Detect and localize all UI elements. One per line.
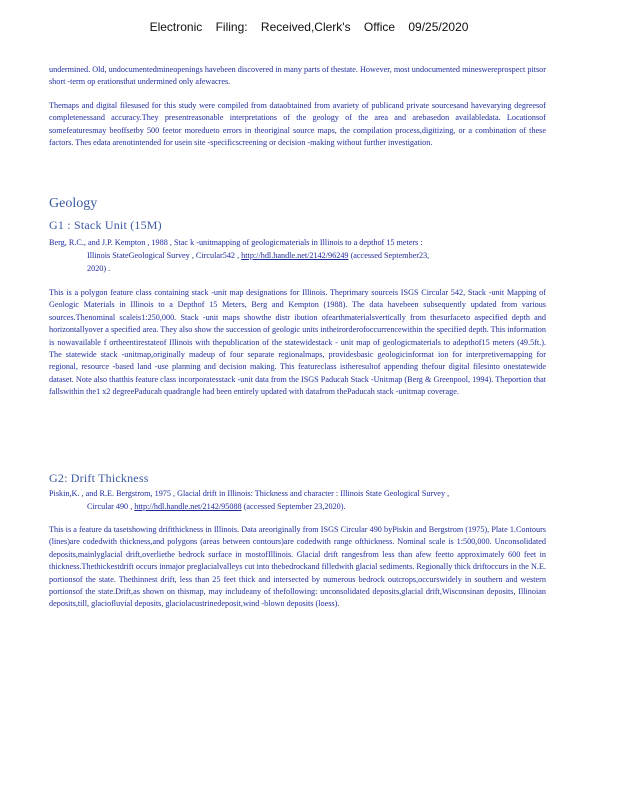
filing-header: Electronic Filing: Received,Clerk's Office 09/25/2020 xyxy=(149,20,469,34)
g2-citation xyxy=(49,487,569,513)
g2-citation-link[interactable]: http://hdl.handle.net/2142/95088 xyxy=(134,502,242,511)
g1-heading: G1 : Stack Unit (15M) xyxy=(49,218,162,232)
g1-body-paragraph: This is a polygon feature class containing stack -unit map designations for Illinois. Theprimary sourceis ISGS Circular 542, Stack -unit Mapping of Geologic Materials in Illinois to a Depthof 15 Meters, Berg and Kempton (1988). The data havebeen subsequently updated from various sources.Thenominal scaleis1:250,000. Stack -unit maps showthe distr ibution ofearthmaterialsvertically from thesurfaceto aspecified depth and horizontallyover a specified area. They also show the succession of geologic units intheirorderofoccurrencewithin the specified depth. This information is nowavailable f ortheentirestateof Illinois with thepublication of the statewidestack - unit map of geologicmaterials to adepthof15 meters (49.5ft.). The statewide stack -unitmap,originally madeup of four separate regionalmaps, providesbasic geologicinformat ion for interpretivemapping for regional, resource -based land -use planning and decision making. This featureclass istheresultof appending thefour digital filesinto onestatewide dataset. Note also thatthis feature class incorporatesstack -unit data from the ISGS Paducah Stack -Unitmap (Berg & Greenpool, 1994). Theportion that fallswithin the1 x2 degreePaducah quadrangle had been entirely updated with datafrom thePaducah stack -unitmap coverage. xyxy=(49,288,546,397)
geology-heading: Geology xyxy=(49,196,98,211)
g1-citation-accessed: (accessed September23, xyxy=(350,251,430,260)
g1-citation-line1: Berg, R.C., and J.P. Kempton , 1988 , Stac k -unitmapping of geologicmaterials in Illinois to a depthof 15 meters : xyxy=(49,238,423,247)
g1-citation-source: Illinois StateGeological Survey , Circular542 , xyxy=(87,251,240,260)
g1-citation-link[interactable]: http://hdl.handle.net/2142/96249 xyxy=(241,251,349,260)
g2-citation-line1: Piskin,K. , and R.E. Bergstrom, 1975 , Glacial drift in Illinois: Thickness and character : Illinois State Geological Survey , xyxy=(49,489,450,498)
g2-heading: G2: Drift Thickness xyxy=(49,471,149,485)
g2-citation-source: Circular 490 , xyxy=(87,502,133,511)
g2-citation-accessed: (accessed September 23,2020). xyxy=(243,502,346,511)
g2-citation-line2 xyxy=(49,500,569,513)
intro-paragraph-1: undermined. Old, undocumentedmineopenings havebeen discovered in many parts of thestate. However, most undocumented mineswereprospect pitsor short -term op erationsthat undermined only afewacres. xyxy=(49,65,546,87)
intro-paragraph-2: Themaps and digital filesused for this study were compiled from dataobtained from avariety of publicand private sourcesand havevarying degreesof completenessand accuracy.They presentreasonable interpretations of the geology of the area and arebasedon availabledata. Locationsof somefeaturesmay beoffsetby 500 feetor moredueto errors in theoriginal source maps, the compilation process,digitizing, or a combination of these factors. Thes edata arenotintended for usein site -specificscreening or decision -making without further investigation. xyxy=(49,101,546,148)
g2-body-paragraph: This is a feature da tasetshowing driftthickness in Illinois. Data areoriginally from ISGS Circular 490 byPiskin and Bergstrom (1975), Plate 1.Contours (lines)are codedwith thickness,and polygons (areas between contours)are codedwith range ofthickness. Nominal scale is 1:500,000. Unconsolidated deposits,mainlyglacial drift,overliethe bedrock surface in mostofIllinois. Glacial drift rangesfrom less than afew feetto approximately 600 feet in thickness.Thethickestdrift occurs inmajor preglacialvalleys cut into thebedrockand filledwith glacial sediments. Regionally thick driftoccurs in the N.E. portionsof the state. Thethinnest drift, less than 25 feet thick and intersected by numerous bedrock outcrops,occurswidely in southern and western portionsof the state.Drift,as shown on thismap, may includeany of thefollowing: unconsolidated deposits,glacial drift,Wisconsinan deposits, Illinoian deposits,till, glaciofluvial deposits, glaciolacustrinedeposit,wind -blown deposits (loess). xyxy=(49,525,546,609)
g1-citation xyxy=(49,236,569,275)
g1-citation-line3: 2020) . xyxy=(87,264,111,273)
g1-citation-line2 xyxy=(49,249,569,262)
